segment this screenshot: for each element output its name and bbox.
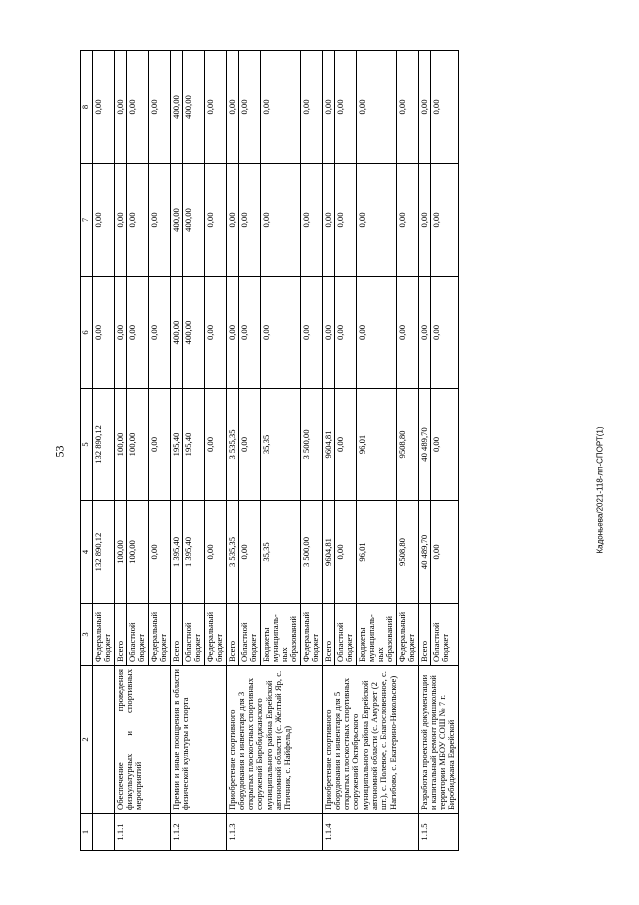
amount: 0,00 [356,277,396,388]
amount: 0,00 [334,277,356,388]
funding-source: Областной бюджет [238,604,260,665]
amount: 0,00 [356,51,396,163]
table-row [418,51,458,851]
value-cell [170,389,226,501]
amount: 0,00 [260,277,300,388]
amount: 0,00 [204,164,226,276]
value-cell [418,164,458,277]
footer-reference: Кадоньева/2021-118-лп-СПОРТ(1) [595,426,605,554]
num-cell [93,814,115,851]
amount: 35,35 [260,501,300,603]
amount: 0,00 [430,389,452,500]
funding-source: Всего [114,640,125,662]
amount: 9604,81 [322,430,333,459]
source-cell: Федеральный бюджет [93,604,115,666]
amount: 0,00 [238,277,260,388]
amount: 100,00 [114,540,125,564]
amount: 1 395,40 [182,501,204,603]
table-row [170,51,226,851]
amount: 35,35 [260,389,300,500]
amount: 400,00 [170,320,181,345]
amount: 100,00 [126,389,148,500]
amount: 0,00 [148,501,170,603]
amount: 0,00 [322,212,333,228]
amount: 0,00 [396,164,418,276]
header-cell: 2 [81,666,93,814]
header-cell: 8 [81,51,93,164]
value-cell [114,51,170,164]
header-cell: 1 [81,814,93,851]
header-row [81,51,93,851]
measure-number: 1.1.4 [322,814,418,851]
value-cell [226,51,322,164]
amount: 0,00 [300,164,322,276]
header-cell: 6 [81,277,93,389]
measure-number: 1.1.3 [226,814,322,851]
funding-source: Федеральный бюджет [396,604,418,665]
amount: 96,01 [356,501,396,603]
measure-number: 1.1.5 [418,814,458,851]
amount: 0,00 [114,324,125,341]
value-cell [418,501,458,604]
amount: 0,00 [334,51,356,163]
value-cell: 0,00 [93,51,115,164]
amount: 0,00 [148,277,170,388]
amount: 3 500,00 [300,389,322,500]
value-cell [114,164,170,277]
value-cell [226,164,322,277]
amount: 0,00 [300,277,322,388]
carry-over-row [93,51,115,851]
amount: 0,00 [126,51,148,163]
amount: 0,00 [322,99,333,115]
value-cell [170,277,226,389]
funding-source: Областной бюджет [182,604,204,665]
measure-number: 1.1.2 [170,814,226,851]
table-row [322,51,418,851]
amount: 0,00 [226,99,237,115]
amount: 3 535,35 [226,429,237,460]
amount: 1 395,40 [170,536,181,568]
value-cell [226,277,322,389]
amount: 0,00 [334,389,356,500]
measure-name: Премии и иные поощрения в области физической культуры и спорта [170,666,226,814]
amount: 100,00 [114,432,125,457]
funding-source-cell [418,604,458,666]
amount: 0,00 [114,99,125,115]
funding-source: Областной бюджет [126,604,148,665]
amount: 0,00 [430,51,452,163]
amount: 0,00 [430,277,452,388]
measure-name: Обеспечение проведения физкультурных и спортивных мероприятий [114,666,170,814]
value-cell [226,501,322,604]
header-cell: 7 [81,164,93,277]
value-cell [418,277,458,389]
value-cell: 132 890,12 [93,389,115,501]
value-cell [418,51,458,164]
funding-source: Всего [418,640,429,662]
measure-name: Приобретение спортивного оборудования и инвентаря для 5 открытых плоскостных спортивных сооружений Октябрьского муниципального района Еврейской автономной области (с. Амурзет (2 шт.), с. Полевое, с. Благословенное, с. Нагибово, с. Екатерино-Никольское) [322,666,418,814]
header-cell: 4 [81,501,93,604]
funding-source: Федеральный бюджет [300,604,322,665]
value-cell [322,164,418,277]
page-number: 53 [52,445,67,458]
funding-source: Областной бюджет [334,604,356,665]
amount: 40 489,70 [418,427,429,462]
header-cell: 5 [81,389,93,501]
amount: 40 489,70 [418,534,429,570]
amount: 9508,80 [396,389,418,500]
value-cell [418,389,458,501]
value-cell: 0,00 [93,277,115,389]
amount: 96,01 [356,389,396,500]
amount: 0,00 [396,51,418,163]
value-cell [322,51,418,164]
amount: 0,00 [396,277,418,388]
amount: 195,40 [182,389,204,500]
amount: 400,00 [182,164,204,276]
amount: 0,00 [238,164,260,276]
value-cell [114,277,170,389]
funding-source: Бюджеты муниципаль-ных образований [260,604,300,665]
amount: 0,00 [356,164,396,276]
amount: 0,00 [226,324,237,341]
value-cell [170,51,226,164]
measure-name: Приобретение спортивного оборудования и инвентаря для 3 открытых плоскостных спортивных сооружений Биробиджанского муниципального района Еврейской автономной области (с. Желтый Яр, с. Птичник, с. Найфельд) [226,666,322,814]
rotated-table-container [80,51,560,851]
budget-table [80,50,459,851]
amount: 0,00 [300,51,322,163]
amount: 0,00 [260,164,300,276]
value-cell [170,164,226,277]
name-cell [93,666,115,814]
amount: 0,00 [238,51,260,163]
amount: 0,00 [148,51,170,163]
value-cell [322,389,418,501]
funding-source: Федеральный бюджет [148,604,170,665]
funding-source: Всего [322,640,333,662]
funding-source: Всего [226,640,237,662]
amount: 9604,81 [322,538,333,566]
measure-number: 1.1.1 [114,814,170,851]
amount: 3 500,00 [300,501,322,603]
funding-source-cell [114,604,170,666]
amount: 0,00 [418,99,429,115]
amount: 0,00 [148,389,170,500]
funding-source: Областной бюджет [430,604,452,665]
funding-source-cell [170,604,226,666]
amount: 0,00 [334,164,356,276]
amount: 0,00 [322,324,333,341]
amount: 0,00 [430,501,452,603]
amount: 0,00 [204,277,226,388]
amount: 9508,80 [396,501,418,603]
amount: 0,00 [204,51,226,163]
amount: 0,00 [260,51,300,163]
funding-source: Бюджеты муниципаль-ных образований [356,604,396,665]
amount: 100,00 [126,501,148,603]
amount: 0,00 [238,389,260,500]
header-cell: 3 [81,604,93,666]
amount: 0,00 [418,212,429,228]
value-cell [322,277,418,389]
amount: 0,00 [126,164,148,276]
amount: 400,00 [170,95,181,119]
amount: 0,00 [334,501,356,603]
value-cell [226,389,322,501]
amount: 0,00 [148,164,170,276]
value-cell [322,501,418,604]
value-cell [114,389,170,501]
amount: 195,40 [170,432,181,457]
value-cell: 0,00 [93,164,115,277]
amount: 3 535,35 [226,536,237,568]
amount: 400,00 [170,208,181,232]
value-cell [170,501,226,604]
table-row [226,51,322,851]
measure-name: Разработка проектной документации и капитальный ремонт пришкольной территории МБОУ СОШ № 7 г. Биробиджана Еврейской [418,666,458,814]
amount: 0,00 [126,277,148,388]
amount: 0,00 [226,212,237,228]
funding-source-cell [322,604,418,666]
amount: 0,00 [430,164,452,276]
funding-source: Федеральный бюджет [204,604,226,665]
amount: 0,00 [418,324,429,341]
value-cell: 132 890,12 [93,501,115,604]
amount: 0,00 [238,501,260,603]
amount: 0,00 [114,212,125,228]
table-body [93,51,459,851]
funding-source: Всего [170,640,181,662]
amount: 400,00 [182,51,204,163]
value-cell [114,501,170,604]
amount: 400,00 [182,277,204,388]
funding-source-cell [226,604,322,666]
amount: 0,00 [204,501,226,603]
table-row [114,51,170,851]
amount: 0,00 [204,389,226,500]
